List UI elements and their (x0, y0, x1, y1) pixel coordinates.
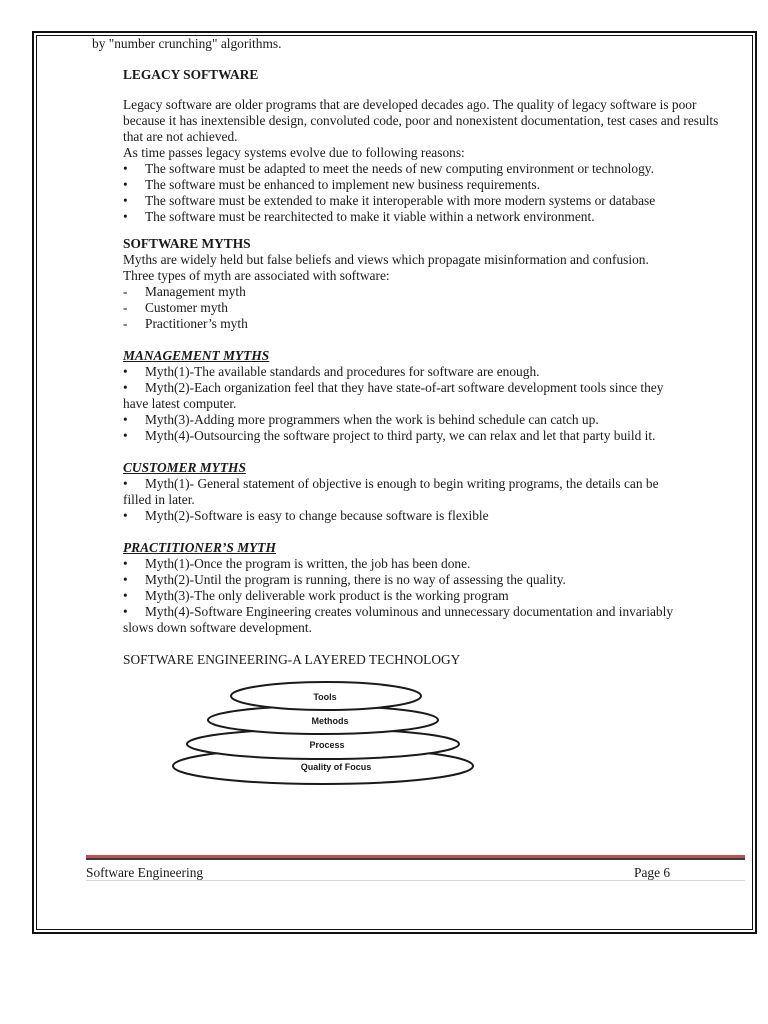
layer-label-process: Process (309, 740, 345, 750)
practitioner-heading: PRACTITIONER’S MYTH (123, 540, 276, 555)
layer-label-tools: Tools (313, 692, 337, 702)
footer-rule-light (86, 880, 745, 881)
list-item: • The software must be enhanced to implement new business requirements. (123, 177, 540, 192)
bullet: • (123, 177, 128, 192)
layer-label-quality: Quality of Focus (300, 762, 372, 772)
list-item-continued: have latest computer. (123, 396, 237, 411)
list-item: • Myth(1)-The available standards and procedures for software are enough. (123, 364, 540, 379)
layer-label-methods: Methods (311, 716, 349, 726)
list-item: • The software must be extended to make it interoperable with more modern systems or database (123, 193, 656, 208)
bullet: • (123, 209, 128, 224)
legacy-heading: LEGACY SOFTWARE (123, 67, 259, 82)
list-item: • Myth(2)-Software is easy to change because software is flexible (123, 508, 489, 523)
list-item: • Myth(2)-Each organization feel that they have state-of-art software development tools since they (123, 380, 664, 395)
list-item: - Practitioner’s myth (123, 316, 248, 331)
myth-types-list (92, 284, 732, 332)
legacy-paragraph: Legacy software are older programs that are developed decades ago. The quality of legacy software is poor because it has inextensible design, convoluted code, poor and nonexistent documentation, test cases and results that are not achieved. (123, 97, 719, 144)
customer-heading: CUSTOMER MYTHS (123, 460, 246, 475)
management-heading: MANAGEMENT MYTHS (123, 348, 270, 363)
list-item: • Myth(3)-The only deliverable work product is the working program (123, 588, 509, 603)
list-item: • Myth(1)- General statement of objective is enough to begin writing programs, the details can be (123, 476, 659, 491)
list-item: - Customer myth (123, 300, 228, 315)
legacy-reasons-intro: As time passes legacy systems evolve due to following reasons: (123, 145, 465, 160)
list-item: • Myth(1)-Once the program is written, the job has been done. (123, 556, 471, 571)
footer-page-number: Page 6 (634, 865, 671, 880)
list-item: • Myth(2)-Until the program is running, there is no way of assessing the quality. (123, 572, 566, 587)
layered-heading: SOFTWARE ENGINEERING-A LAYERED TECHNOLOGY (123, 652, 461, 667)
list-item-continued: filled in later. (123, 492, 195, 507)
myths-heading: SOFTWARE MYTHS (123, 236, 251, 251)
legacy-reasons-list (92, 161, 732, 225)
myths-line-1: Myths are widely held but false beliefs and views which propagate misinformation and confusion. (123, 252, 649, 267)
list-item: • The software must be adapted to meet the needs of new computing environment or technology. (123, 161, 654, 176)
practitioner-list (92, 556, 732, 636)
intro-line: by "number crunching" algorithms. (92, 36, 282, 51)
footer-title: Software Engineering (86, 865, 204, 880)
layered-technology-diagram (168, 672, 488, 792)
customer-list (92, 476, 732, 524)
management-list (92, 364, 732, 444)
document-body (92, 36, 732, 668)
list-item: • Myth(4)-Outsourcing the software project to third party, we can relax and let that party build it. (123, 428, 656, 443)
footer-rule-dark (86, 858, 745, 860)
bullet: • (123, 161, 128, 176)
bullet: • (123, 193, 128, 208)
myths-line-2: Three types of myth are associated with software: (123, 268, 390, 283)
list-item: • Myth(3)-Adding more programmers when the work is behind schedule can catch up. (123, 412, 599, 427)
list-item: • The software must be rearchitected to make it viable within a network environment. (123, 209, 595, 224)
list-item-continued: slows down software development. (123, 620, 312, 635)
list-item: - Management myth (123, 284, 246, 299)
list-item: • Myth(4)-Software Engineering creates voluminous and unnecessary documentation and invariably (123, 604, 674, 619)
